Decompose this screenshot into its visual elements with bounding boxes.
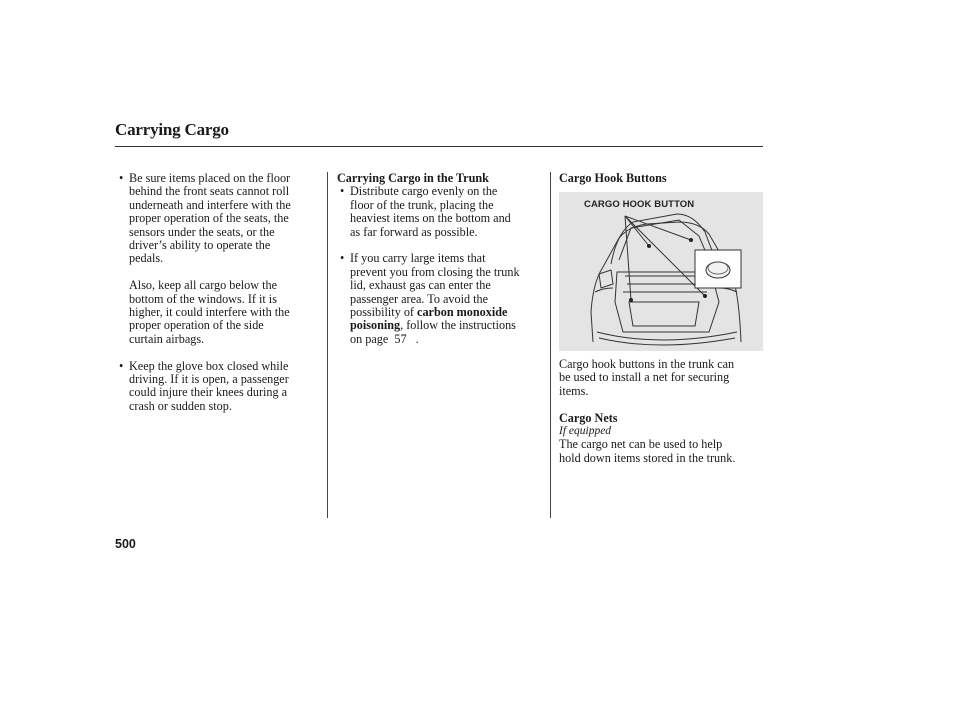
text-line: be used to install a net for securing [559, 370, 730, 385]
bullet-dot: • [340, 251, 345, 266]
title-rule [115, 146, 763, 147]
warning-term: poisoning [350, 318, 401, 333]
column-2 [337, 172, 545, 346]
section-heading-trunk: Carrying Cargo in the Trunk [337, 171, 489, 185]
text-run: , follow the instructions [400, 318, 516, 333]
text-line: Cargo hook buttons in the trunk can [559, 357, 735, 371]
text-line: prevent you from closing the trunk [350, 264, 520, 279]
column-divider-2 [550, 172, 551, 518]
text-line: proper operation of the side [129, 318, 264, 333]
text-line: driver’s ability to operate the [129, 238, 271, 253]
bullet-large-items [338, 252, 545, 346]
text-line: sensors under the seats, or the [129, 224, 275, 239]
trunk-illustration [559, 192, 763, 351]
text-line: Be sure items placed on the floor [129, 171, 291, 185]
section-heading-cargo-nets: Cargo Nets [559, 410, 618, 425]
text-line: lid, exhaust gas can enter the [350, 278, 491, 293]
text-line: Distribute cargo evenly on the [350, 184, 498, 199]
text-line: heaviest items on the bottom and [350, 211, 511, 226]
text-line: passenger area. To avoid the [350, 291, 489, 306]
text-line: Also, keep all cargo below the [129, 278, 278, 293]
warning-term: carbon monoxide [417, 305, 508, 320]
text-line: could injure their knees during a [129, 385, 288, 400]
text-line: higher, it could interfere with the [129, 305, 290, 320]
text-line: as far forward as possible. [350, 224, 478, 239]
bullet-distribute-cargo [338, 185, 545, 239]
text-line: curtain airbags. [129, 331, 205, 346]
bullet-dot: • [340, 184, 345, 199]
page-reference-link[interactable]: 57 [394, 331, 407, 346]
trunk-drawing [559, 192, 763, 351]
text-line: crash or sudden stop. [129, 398, 232, 413]
text-run: possibility of [350, 305, 418, 320]
text-run: . [415, 331, 419, 346]
text-line: behind the front seats cannot roll [129, 184, 290, 199]
text-line [350, 319, 545, 332]
text-line [350, 333, 545, 346]
text-line [350, 306, 545, 319]
text-line: hold down items stored in the trunk. [559, 450, 736, 465]
text-run: on page [350, 331, 389, 346]
bullet-seat-items [117, 172, 322, 346]
section-heading-cargo-hook: Cargo Hook Buttons [559, 171, 667, 185]
text-line: items. [559, 383, 589, 398]
text-line: underneath and interfere with the [129, 197, 291, 212]
column-3 [559, 172, 764, 185]
figure-caption: CARGO HOOK BUTTON [584, 199, 695, 210]
text-line: If you carry large items that [350, 251, 486, 266]
text-line: Keep the glove box closed while [129, 358, 289, 373]
text-line: bottom of the windows. If it is [129, 291, 277, 306]
bullet-glove-box [117, 360, 322, 414]
text-line: The cargo net can be used to help [559, 437, 723, 452]
bullet-dot: • [119, 171, 124, 185]
text-line: pedals. [129, 251, 164, 266]
text-line: proper operation of the seats, the [129, 211, 289, 226]
bullet-dot: • [119, 358, 124, 373]
page-number: 500 [115, 537, 136, 551]
text-line: floor of the trunk, placing the [350, 197, 494, 212]
if-equipped-note: If equipped [559, 425, 612, 438]
column-1 [117, 172, 322, 413]
column-divider-1 [327, 172, 328, 518]
page-title: Carrying Cargo [115, 120, 229, 139]
column-3-body [559, 358, 764, 465]
text-line: driving. If it is open, a passenger [129, 372, 289, 387]
